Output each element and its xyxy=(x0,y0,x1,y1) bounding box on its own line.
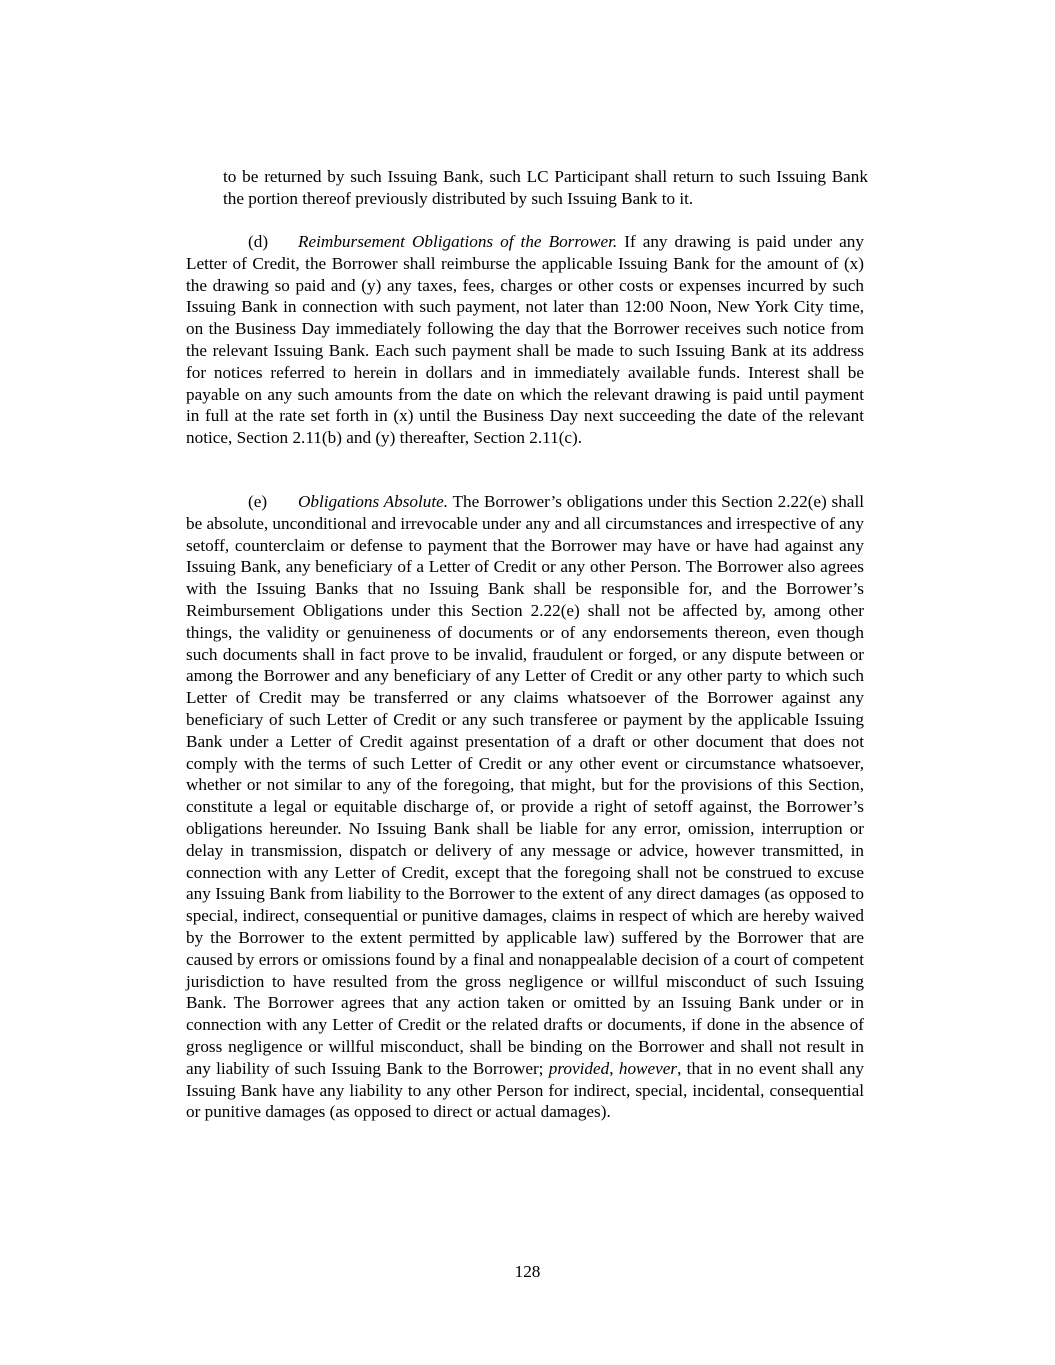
section-e-paragraph xyxy=(186,491,864,1123)
provided-term: provided xyxy=(548,1058,610,1078)
section-d-body: If any drawing is paid under any Letter of Credit, the Borrower shall reimburse the applicable Issuing Bank for the amount of (x) the drawing so paid and (y) any taxes, fees, charges or other costs or expenses incurred by such Issuing Bank in connection with such payment, not later than 12:00 Noon, New York City time, on the Business Day immediately following the day that the Borrower receives such notice from the relevant Issuing Bank. Each such payment shall be made to such Issuing Bank at its address for notices referred to herein in dollars and in immediately available funds. Interest shall be payable on any such amounts from the date on which the relevant drawing is paid until payment in full at the rate set forth in (x) until the Business Day next succeeding the date of the relevant notice, Section 2.11(b) and (y) thereafter, Section 2.11(c). xyxy=(186,232,864,448)
section-e-body-part1: The Borrower’s obligations under this Section 2.22(e) shall be absolute, unconditional and irrevocable under any and all circumstances and irrespective of any setoff, counterclaim or defense to payment that the Borrower may have or have had against any Issuing Bank, any beneficiary of a Letter of Credit or any other Person. The Borrower also agrees with the Issuing Banks that no Issuing Bank shall be responsible for, and the Borrower’s Reimbursement Obligations under this Section 2.22(e) shall not be affected by, among other things, the validity or genuineness of documents or of any endorsements thereon, even though such documents shall in fact prove to be invalid, fraudulent or forged, or any dispute between or among the Borrower and any beneficiary of any Letter of Credit or any other party to which such Letter of Credit may be transferred or any claims whatsoever of the Borrower against any beneficiary of such Letter of Credit or any such transferee or payment by the applicable Issuing Bank under a Letter of Credit against presentation of a draft or other document that does not comply with the terms of such Letter of Credit or any other event or circumstance whatsoever, whether or not similar to any of the foregoing, that might, but for the provisions of this Section, constitute a legal or equitable discharge of, or provide a right of setoff against, the Borrower’s obligations hereunder. No Issuing Bank shall be liable for any error, omission, interruption or delay in transmission, dispatch or delivery of any message or advice, however transmitted, in connection with any Letter of Credit, except that the foregoing shall not be construed to excuse any Issuing Bank from liability to the Borrower to the extent of any direct damages (as opposed to special, indirect, consequential or punitive damages, claims in respect of which are hereby waived by the Borrower to the extent permitted by applicable law) suffered by the Borrower that are caused by errors or omissions found by a final and nonappealable decision of a court of competent jurisdiction to have resulted from the gross negligence or willful misconduct of such Issuing Bank. The Borrower agrees that any action taken or omitted by an Issuing Bank under or in connection with any Letter of Credit or the related drafts or documents, if done in the absence of gross negligence or willful misconduct, shall be binding on the Borrower and shall not result in any liability of such Issuing Bank to the Borrower; xyxy=(186,492,864,1078)
section-d-label: (d) xyxy=(248,232,269,251)
section-d-paragraph xyxy=(186,231,864,449)
section-d-heading: Reimbursement Obligations of the Borrower. xyxy=(298,232,618,251)
section-e-label: (e) xyxy=(248,492,268,511)
however-term: however xyxy=(618,1058,678,1078)
continuation-paragraph: to be returned by such Issuing Bank, such LC Participant shall return to such Issuing Bank the portion thereof previously distributed by such Issuing Bank to it. xyxy=(223,167,868,208)
section-e-body-part2: , that in no event shall any Issuing Bank have any liability to any other Person for indirect, special, incidental, consequential or punitive damages (as opposed to direct or actual damages). xyxy=(186,1058,865,1122)
provided-comma: , xyxy=(609,1058,619,1078)
section-e-heading: Obligations Absolute. xyxy=(298,492,449,511)
page-number: 128 xyxy=(514,1262,541,1281)
